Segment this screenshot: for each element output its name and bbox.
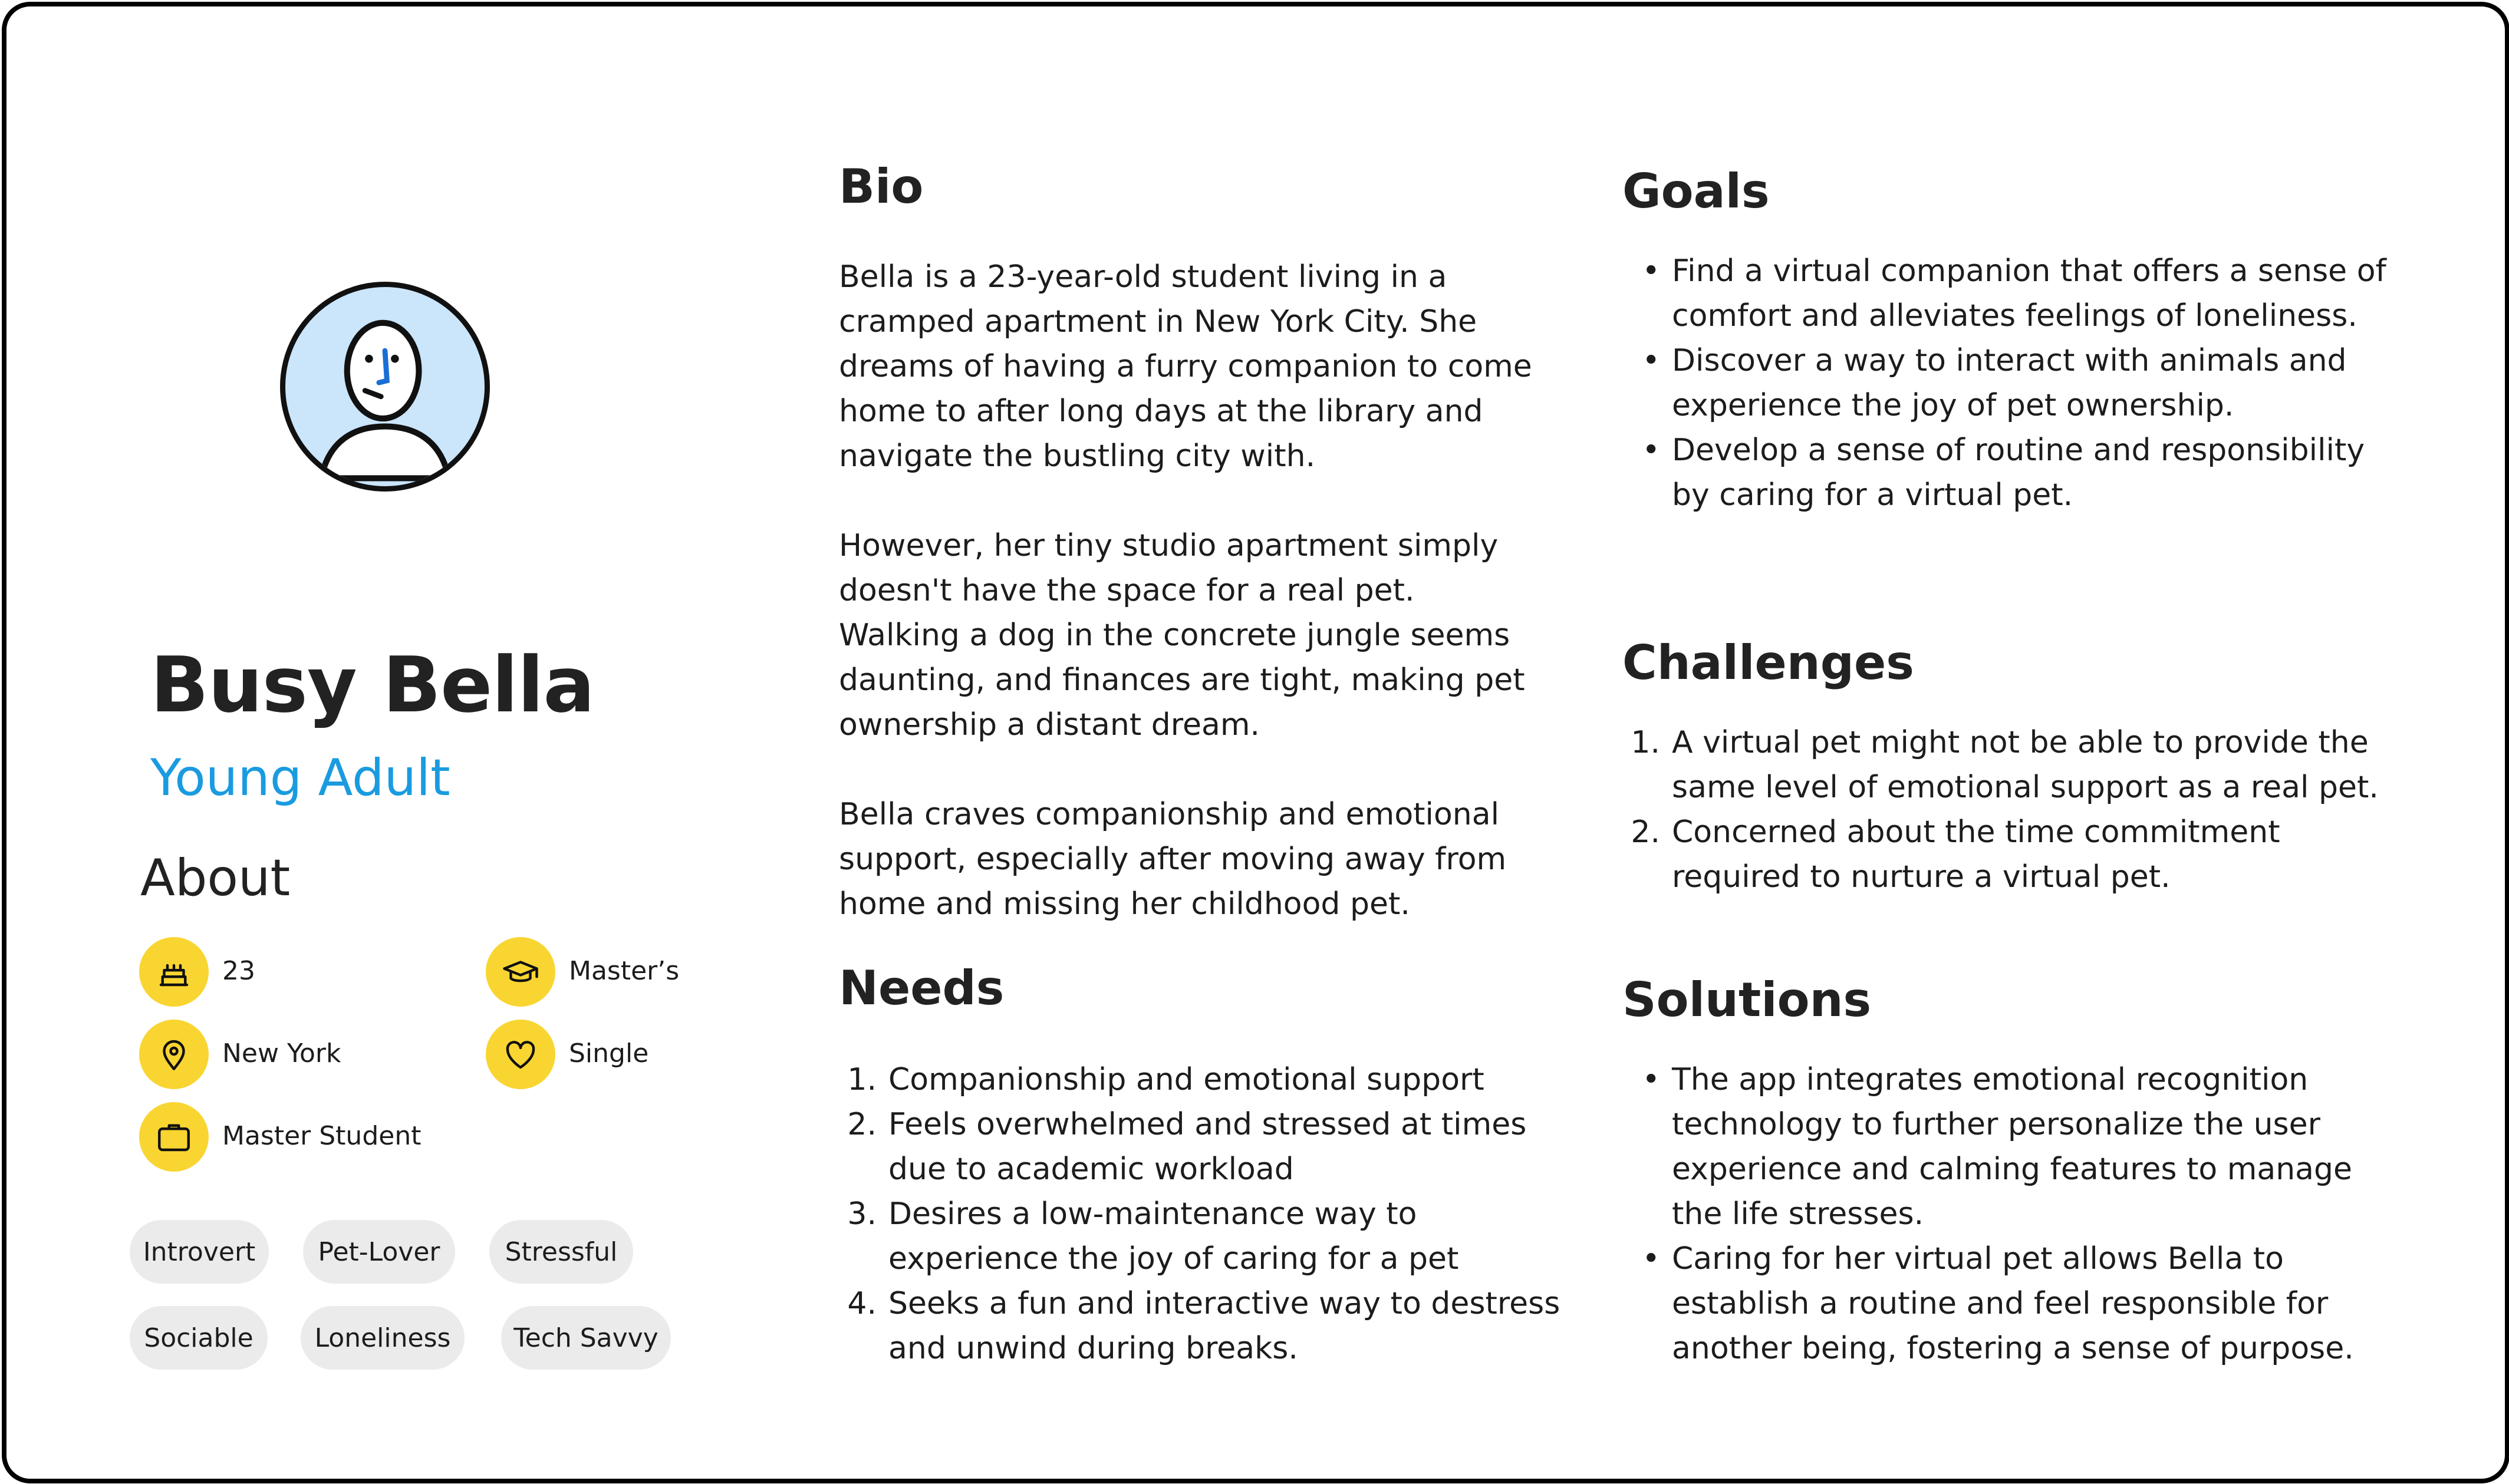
solutions-heading: Solutions — [1622, 972, 1872, 1027]
about-occupation: Master Student — [222, 1121, 422, 1151]
goals-list — [1622, 249, 2389, 517]
about-education: Master’s — [569, 956, 680, 986]
needs-heading: Needs — [839, 961, 1005, 1015]
cake-icon — [139, 937, 209, 1007]
about-age: 23 — [222, 956, 255, 986]
bio-paragraph: Bella is a 23-year-old student living in a cramped apartment in New York City. She dreams of having a furry companion to come home to after long days at the library and navigate the bustling city with. — [839, 259, 1532, 474]
tag: Introvert — [130, 1220, 269, 1284]
list-item: • The app integrates emotional recognition technology to further personalize the user experience and calming features to manage the life stresses. — [1642, 1062, 2353, 1232]
about-status: Single — [569, 1038, 649, 1069]
bio-paragraph: However, her tiny studio apartment simply doesn't have the space for a real pet. Walking a dog in the concrete jungle seems daunting, and finances are tight, making pet ownership a distant dream. — [839, 528, 1525, 743]
list-item: • Caring for her virtual pet allows Bella to establish a routine and feel responsible for another being, fostering a sense of purpose. — [1642, 1241, 2354, 1366]
list-item: 4. Seeks a fun and interactive way to destress and unwind during breaks. — [847, 1286, 1560, 1366]
bio-heading: Bio — [839, 159, 924, 214]
list-item: • Discover a way to interact with animals and experience the joy of pet ownership. — [1642, 343, 2347, 423]
list-item: 3. Desires a low-maintenance way to experience the joy of caring for a pet — [847, 1196, 1459, 1277]
goals-heading: Goals — [1622, 164, 1770, 219]
list-item: • Find a virtual companion that offers a sense of comfort and alleviates feelings of loneliness. — [1642, 253, 2386, 334]
challenges-list — [1622, 720, 2401, 899]
tag: Stressful — [489, 1220, 633, 1284]
location-pin-icon — [139, 1020, 209, 1089]
solutions-list — [1622, 1057, 2401, 1371]
about-heading: About — [140, 849, 291, 908]
tag: Loneliness — [301, 1306, 465, 1370]
list-item: 1. A virtual pet might not be able to provide the same level of emotional support as a real pet. — [1631, 725, 2379, 805]
list-item: 2. Concerned about the time commitment required to nurture a virtual pet. — [1631, 814, 2280, 895]
graduation-cap-icon — [486, 937, 555, 1007]
tag: Pet-Lover — [303, 1220, 455, 1284]
person-icon — [285, 287, 485, 486]
tag: Tech Savvy — [501, 1306, 671, 1370]
list-item: 2. Feels overwhelmed and stressed at times due to academic workload — [847, 1107, 1527, 1187]
heart-icon — [486, 1020, 555, 1089]
briefcase-icon — [139, 1102, 209, 1172]
persona-segment: Young Adult — [150, 748, 450, 807]
tag: Sociable — [130, 1306, 268, 1370]
persona-name: Busy Bella — [150, 640, 595, 730]
bio-paragraph: Bella craves companionship and emotional support, especially after moving away from home and missing her childhood pet. — [839, 797, 1507, 922]
list-item: • Develop a sense of routine and responsibility by caring for a virtual pet. — [1642, 433, 2365, 513]
about-location: New York — [222, 1038, 341, 1069]
needs-list — [839, 1057, 1576, 1371]
list-item: 1. Companionship and emotional support — [847, 1062, 1484, 1097]
avatar — [280, 282, 490, 492]
challenges-heading: Challenges — [1622, 635, 1914, 690]
